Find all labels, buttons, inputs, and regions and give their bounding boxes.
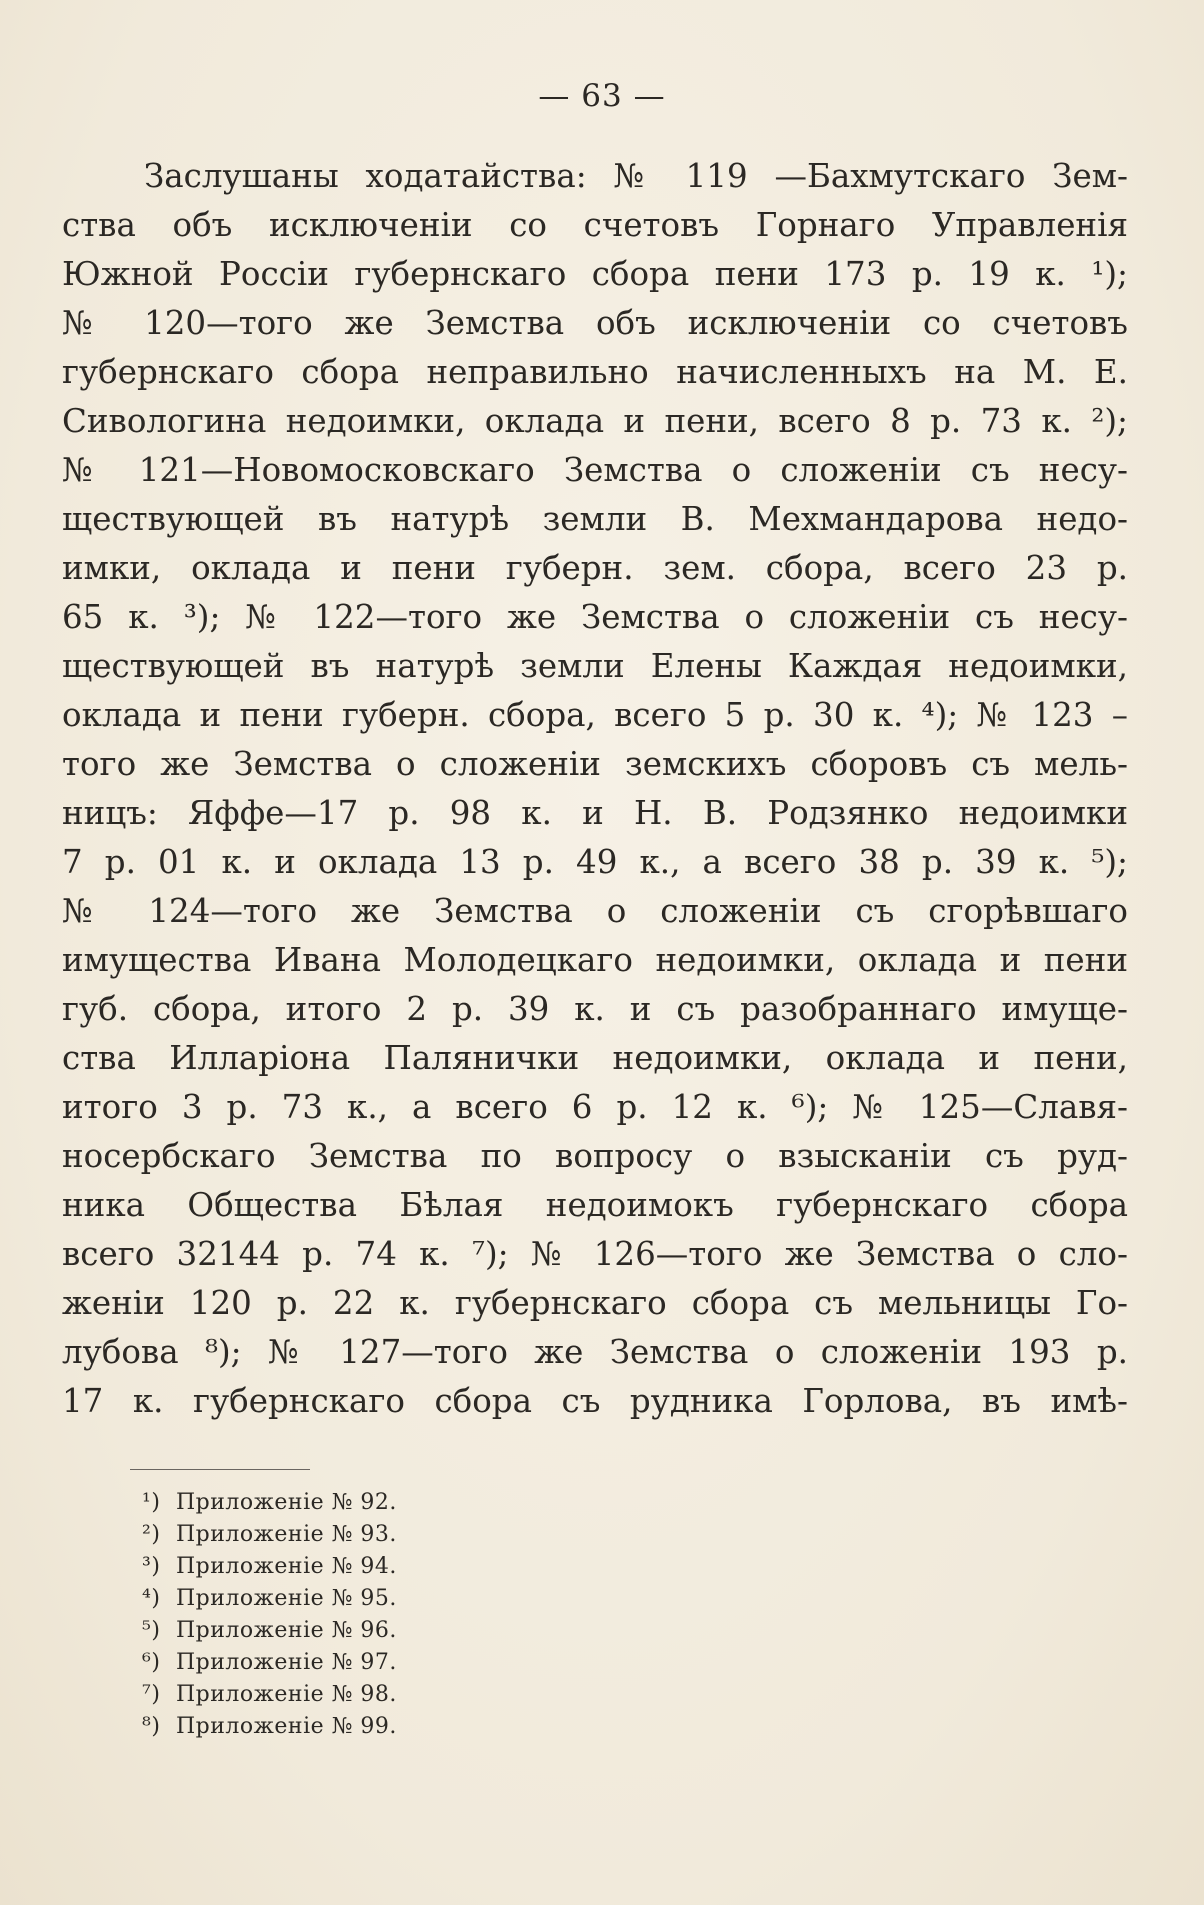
text-line: ществующей въ натурѣ земли В. Мехмандарова недо- xyxy=(62,500,1128,538)
footnote-text: Приложеніе № 99. xyxy=(176,1714,397,1739)
footnote-mark: ⁷) xyxy=(142,1682,161,1707)
footnote-text: Приложеніе № 95. xyxy=(176,1586,397,1611)
footnote-mark: ⁸) xyxy=(142,1714,161,1739)
text-line: губернскаго сбора неправильно начисленныхъ на М. Е. xyxy=(62,353,1128,391)
footnote-mark: ²) xyxy=(142,1522,161,1547)
text-line: губ. сбора, итого 2 р. 39 к. и съ разобраннаго имуще- xyxy=(62,990,1128,1028)
footnote-mark: ⁵) xyxy=(142,1618,161,1643)
footnote-text: Приложеніе № 97. xyxy=(176,1650,397,1675)
text-line: 17 к. губернскаго сбора съ рудника Горлова, въ имѣ- xyxy=(62,1382,1128,1420)
footnote-mark: ⁴) xyxy=(142,1586,161,1611)
footnote-divider xyxy=(130,1469,310,1470)
footnote-item xyxy=(142,1647,542,1679)
footnote-item xyxy=(142,1487,542,1519)
text-line: всего 32144 р. 74 к. ⁷); № 126—того же Земства о сло- xyxy=(62,1235,1128,1273)
footnote-item xyxy=(142,1615,542,1647)
text-line: ства объ исключеніи со счетовъ Горнаго Управленія xyxy=(62,206,1128,244)
text-line: № 121—Новомосковскаго Земства о сложеніи съ несу- xyxy=(62,451,1128,489)
footnote-item xyxy=(142,1551,542,1583)
text-line: Сивологина недоимки, оклада и пени, всего 8 р. 73 к. ²); xyxy=(62,402,1128,440)
text-line: № 120—того же Земства объ исключеніи со счетовъ xyxy=(62,304,1128,342)
footnote-mark: ³) xyxy=(142,1554,161,1579)
body-paragraph xyxy=(62,152,1128,1426)
footnote-item xyxy=(142,1711,542,1743)
text-line: итого 3 р. 73 к., а всего 6 р. 12 к. ⁶); № 125—Славя- xyxy=(62,1088,1128,1126)
text-line: ницъ: Яффе—17 р. 98 к. и Н. В. Родзянко недоимки xyxy=(62,794,1128,832)
text-line: ществующей въ натурѣ земли Елены Каждая недоимки, xyxy=(62,647,1128,685)
text-line: носербскаго Земства по вопросу о взысканіи съ руд- xyxy=(62,1137,1128,1175)
text-line: № 124—того же Земства о сложеніи съ сгорѣвшаго xyxy=(62,892,1128,930)
footnote-text: Приложеніе № 98. xyxy=(176,1682,397,1707)
footnote-text: Приложеніе № 96. xyxy=(176,1618,397,1643)
text-line: женіи 120 р. 22 к. губернскаго сбора съ мельницы Го- xyxy=(62,1284,1128,1322)
page-number: — 63 — xyxy=(538,78,666,114)
text-line: оклада и пени губерн. сбора, всего 5 р. 30 к. ⁴); № 123 – xyxy=(62,696,1128,734)
text-line: того же Земства о сложеніи земскихъ сборовъ съ мель- xyxy=(62,745,1128,783)
text-line: лубова ⁸); № 127—того же Земства о сложеніи 193 р. xyxy=(62,1333,1128,1371)
text-line: ства Илларіона Палянички недоимки, оклада и пени, xyxy=(62,1039,1128,1077)
text-line: имки, оклада и пени губерн. зем. сбора, всего 23 р. xyxy=(62,549,1128,587)
text-line: имущества Ивана Молодецкаго недоимки, оклада и пени xyxy=(62,941,1128,979)
text-line: ника Общества Бѣлая недоимокъ губернскаго сбора xyxy=(62,1186,1128,1224)
footnote-item xyxy=(142,1519,542,1551)
footnote-item xyxy=(142,1583,542,1615)
footnote-text: Приложеніе № 94. xyxy=(176,1554,397,1579)
footnote-text: Приложеніе № 93. xyxy=(176,1522,397,1547)
footnote-item xyxy=(142,1679,542,1711)
text-line: Южной Россіи губернскаго сбора пени 173 р. 19 к. ¹); xyxy=(62,255,1128,293)
text-line: 65 к. ³); № 122—того же Земства о сложеніи съ несу- xyxy=(62,598,1128,636)
footnotes xyxy=(142,1487,542,1743)
text-line: Заслушаны ходатайства: № 119 —Бахмутскаго Зем- xyxy=(144,157,1128,195)
text-line: 7 р. 01 к. и оклада 13 р. 49 к., а всего 38 р. 39 к. ⁵); xyxy=(62,843,1128,881)
footnote-text: Приложеніе № 92. xyxy=(176,1490,397,1515)
footnote-mark: ⁶) xyxy=(142,1650,161,1675)
footnote-mark: ¹) xyxy=(142,1490,161,1515)
